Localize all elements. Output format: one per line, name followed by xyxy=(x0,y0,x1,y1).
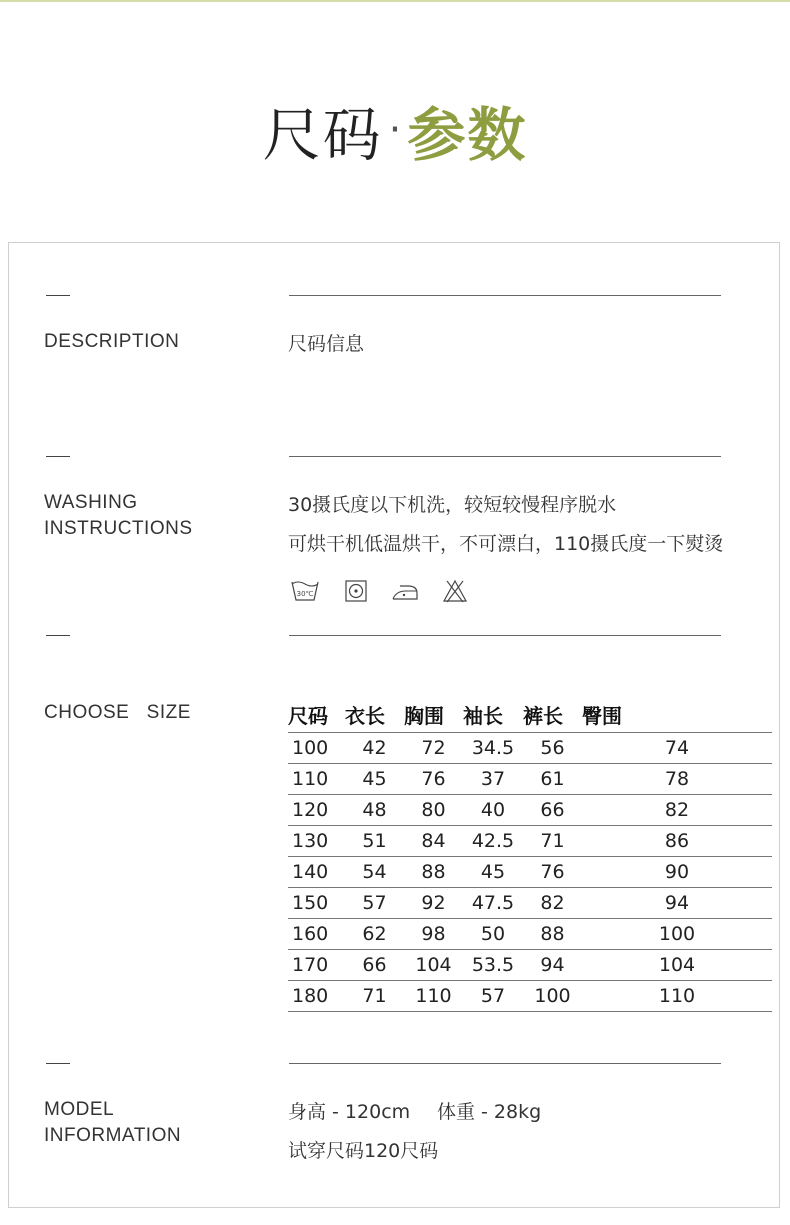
washing-label xyxy=(44,490,193,542)
washing-label-line1: WASHING xyxy=(44,492,138,513)
table-cell: 90 xyxy=(582,857,772,888)
table-cell: 51 xyxy=(345,826,404,857)
col-header: 衣长 xyxy=(345,696,404,733)
table-cell: 50 xyxy=(463,919,523,950)
table-cell: 53.5 xyxy=(463,950,523,981)
col-header: 胸围 xyxy=(404,696,463,733)
table-row xyxy=(288,764,772,795)
col-header: 臀围 xyxy=(582,696,772,733)
table-cell: 100 xyxy=(288,733,345,764)
table-cell: 66 xyxy=(345,950,404,981)
table-cell: 98 xyxy=(404,919,463,950)
table-cell: 110 xyxy=(582,981,772,1012)
section-rule xyxy=(289,635,721,636)
model-label-line2: INFORMATION xyxy=(44,1125,182,1146)
description-value: 尺码信息 xyxy=(288,333,365,355)
wash-30-icon xyxy=(290,578,320,604)
table-cell: 100 xyxy=(582,919,772,950)
table-row xyxy=(288,919,772,950)
table-row xyxy=(288,888,772,919)
section-dash xyxy=(46,456,70,457)
table-cell: 42.5 xyxy=(463,826,523,857)
table-row xyxy=(288,795,772,826)
wash-temp-text: 30℃ xyxy=(296,590,314,598)
table-cell: 80 xyxy=(404,795,463,826)
table-cell: 37 xyxy=(463,764,523,795)
washing-line-1: 30摄氏度以下机洗，较短较慢程序脱水 xyxy=(288,494,617,516)
table-cell: 45 xyxy=(463,857,523,888)
model-height: 身高 - 120cm xyxy=(288,1101,411,1123)
title-main: 尺码 xyxy=(262,101,383,169)
section-dash xyxy=(46,1063,70,1064)
table-cell: 100 xyxy=(523,981,582,1012)
table-cell: 54 xyxy=(345,857,404,888)
section-rule xyxy=(289,1063,721,1064)
size-table-header xyxy=(288,696,772,733)
iron-icon xyxy=(390,578,420,604)
table-cell: 71 xyxy=(345,981,404,1012)
model-label xyxy=(44,1097,181,1149)
table-cell: 92 xyxy=(404,888,463,919)
table-cell: 61 xyxy=(523,764,582,795)
table-cell: 104 xyxy=(582,950,772,981)
table-cell: 94 xyxy=(582,888,772,919)
table-row xyxy=(288,950,772,981)
tumble-dry-icon xyxy=(343,578,369,604)
washing-line-2: 可烘干机低温烘干，不可漂白，110摄氏度一下熨烫 xyxy=(288,533,724,555)
title-dot: · xyxy=(388,107,402,153)
table-cell: 82 xyxy=(582,795,772,826)
model-trial-size: 试穿尺码120尺码 xyxy=(288,1140,439,1162)
table-cell: 74 xyxy=(582,733,772,764)
section-rule xyxy=(289,456,721,457)
top-accent-line xyxy=(0,0,790,2)
washing-label-line2: INSTRUCTIONS xyxy=(44,518,193,539)
table-row xyxy=(288,826,772,857)
table-cell: 66 xyxy=(523,795,582,826)
table-row xyxy=(288,733,772,764)
table-cell: 82 xyxy=(523,888,582,919)
section-dash xyxy=(46,635,70,636)
table-cell: 48 xyxy=(345,795,404,826)
table-cell: 76 xyxy=(404,764,463,795)
table-cell: 104 xyxy=(404,950,463,981)
table-cell: 45 xyxy=(345,764,404,795)
col-header: 袖长 xyxy=(463,696,523,733)
table-cell: 86 xyxy=(582,826,772,857)
table-cell: 76 xyxy=(523,857,582,888)
model-weight: 体重 - 28kg xyxy=(437,1101,542,1123)
table-cell: 110 xyxy=(288,764,345,795)
table-cell: 47.5 xyxy=(463,888,523,919)
table-cell: 130 xyxy=(288,826,345,857)
table-cell: 160 xyxy=(288,919,345,950)
description-label: DESCRIPTION xyxy=(44,331,180,352)
table-cell: 180 xyxy=(288,981,345,1012)
table-cell: 88 xyxy=(523,919,582,950)
model-label-line1: MODEL xyxy=(44,1099,115,1120)
no-bleach-icon xyxy=(441,578,469,604)
section-dash xyxy=(46,295,70,296)
title-accent: 参数 xyxy=(407,101,528,169)
table-cell: 88 xyxy=(404,857,463,888)
table-cell: 57 xyxy=(345,888,404,919)
table-row xyxy=(288,857,772,888)
table-row xyxy=(288,981,772,1012)
table-cell: 94 xyxy=(523,950,582,981)
section-rule xyxy=(289,295,721,296)
size-table-body xyxy=(288,733,772,1012)
table-cell: 56 xyxy=(523,733,582,764)
table-cell: 140 xyxy=(288,857,345,888)
col-header: 裤长 xyxy=(523,696,582,733)
col-header: 尺码 xyxy=(288,696,345,733)
table-cell: 84 xyxy=(404,826,463,857)
table-cell: 78 xyxy=(582,764,772,795)
size-table xyxy=(288,696,772,1012)
table-cell: 62 xyxy=(345,919,404,950)
table-cell: 34.5 xyxy=(463,733,523,764)
table-cell: 71 xyxy=(523,826,582,857)
table-cell: 40 xyxy=(463,795,523,826)
table-cell: 120 xyxy=(288,795,345,826)
table-cell: 57 xyxy=(463,981,523,1012)
table-cell: 150 xyxy=(288,888,345,919)
table-cell: 110 xyxy=(404,981,463,1012)
page-title xyxy=(0,88,790,172)
size-label: CHOOSE SIZE xyxy=(44,702,191,723)
table-cell: 72 xyxy=(404,733,463,764)
table-cell: 170 xyxy=(288,950,345,981)
table-cell: 42 xyxy=(345,733,404,764)
